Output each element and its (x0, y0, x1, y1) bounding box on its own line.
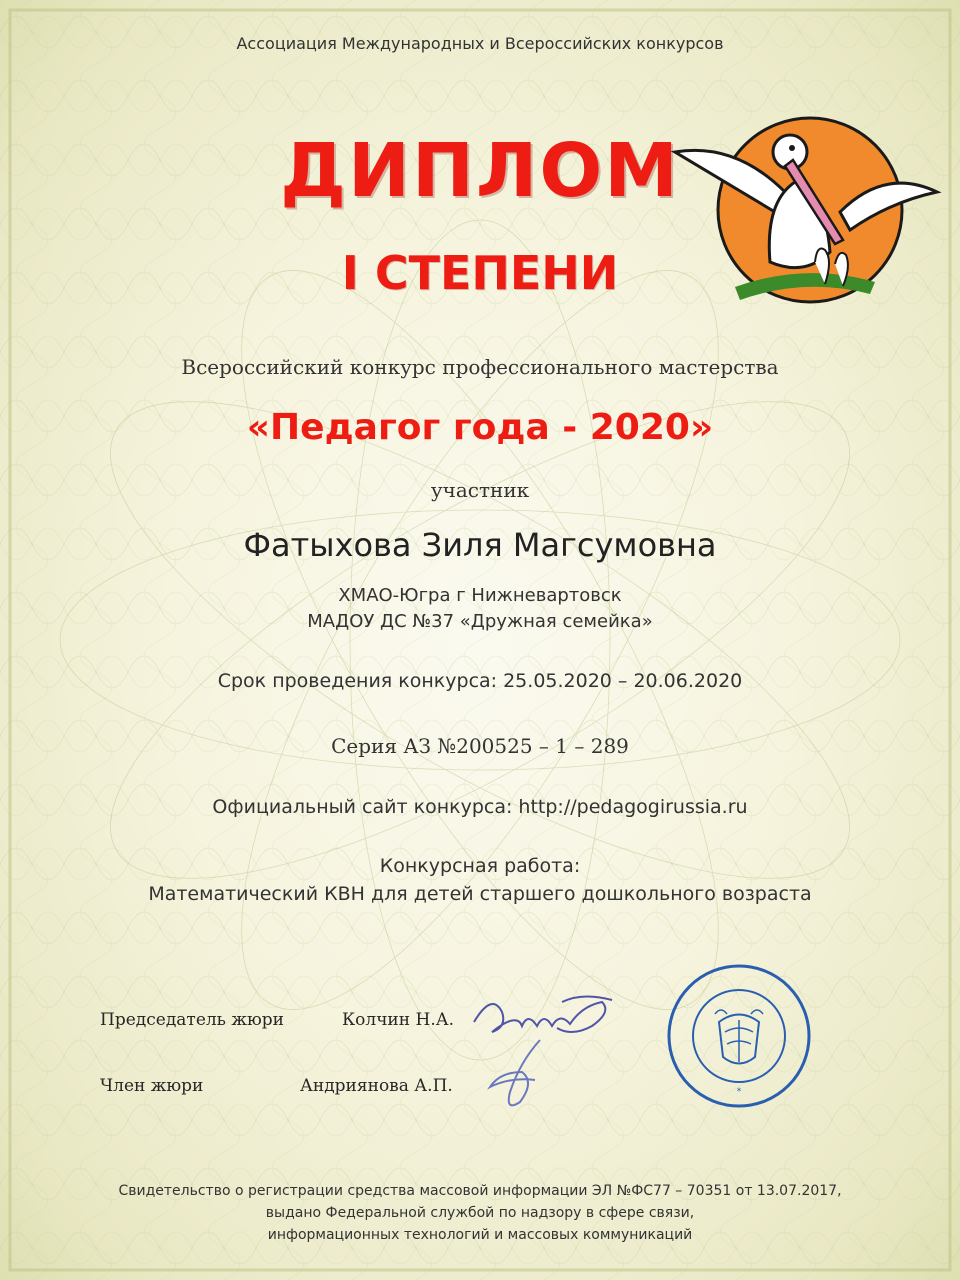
chair-name: Колчин Н.А. (342, 1010, 455, 1030)
footer-issuer-cont: информационных технологий и массовых коммуникаций (267, 1227, 693, 1243)
member-label: Член жюри (100, 1076, 204, 1096)
recipient-organization: МАДОУ ДС №37 «Дружная семейка» (307, 611, 653, 632)
member-signature (480, 1032, 560, 1118)
contest-title: «Педагог года - 2020» (246, 407, 714, 448)
diploma-title: ДИПЛОМ (280, 128, 680, 214)
pelican-logo (665, 112, 945, 312)
contest-period: Срок проведения конкурса: 25.05.2020 – 20.06.2020 (217, 670, 743, 692)
recipient-role: участник (430, 478, 530, 502)
contest-name: Всероссийский конкурс профессионального мастерства (181, 355, 779, 379)
diploma-series: Серия АЗ №200525 – 1 – 289 (331, 734, 629, 758)
association-name: Ассоциация Международных и Всероссийских конкурсов (236, 34, 724, 53)
chair-label: Председатель жюри (100, 1010, 284, 1030)
member-name: Андриянова А.П. (300, 1076, 453, 1096)
work-label: Конкурсная работа: (379, 855, 581, 877)
svg-text:*: * (736, 1087, 742, 1097)
recipient-name: Фатыхова Зиля Магсумовна (243, 526, 717, 564)
footer-registration: Свидетельство о регистрации средства массовой информации ЭЛ №ФС77 – 70351 от 13.07.2017, (118, 1183, 842, 1199)
recipient-region: ХМАО-Югра г Нижневартовск (338, 585, 622, 606)
official-seal (665, 962, 813, 1110)
diploma-degree: I СТЕПЕНИ (341, 246, 619, 300)
contest-site: Официальный сайт конкурса: http://pedagogirussia.ru (212, 796, 748, 818)
work-title: Математический КВН для детей старшего дошкольного возраста (148, 883, 812, 905)
footer-issuer: выдано Федеральной службой по надзору в сфере связи, (265, 1205, 695, 1221)
